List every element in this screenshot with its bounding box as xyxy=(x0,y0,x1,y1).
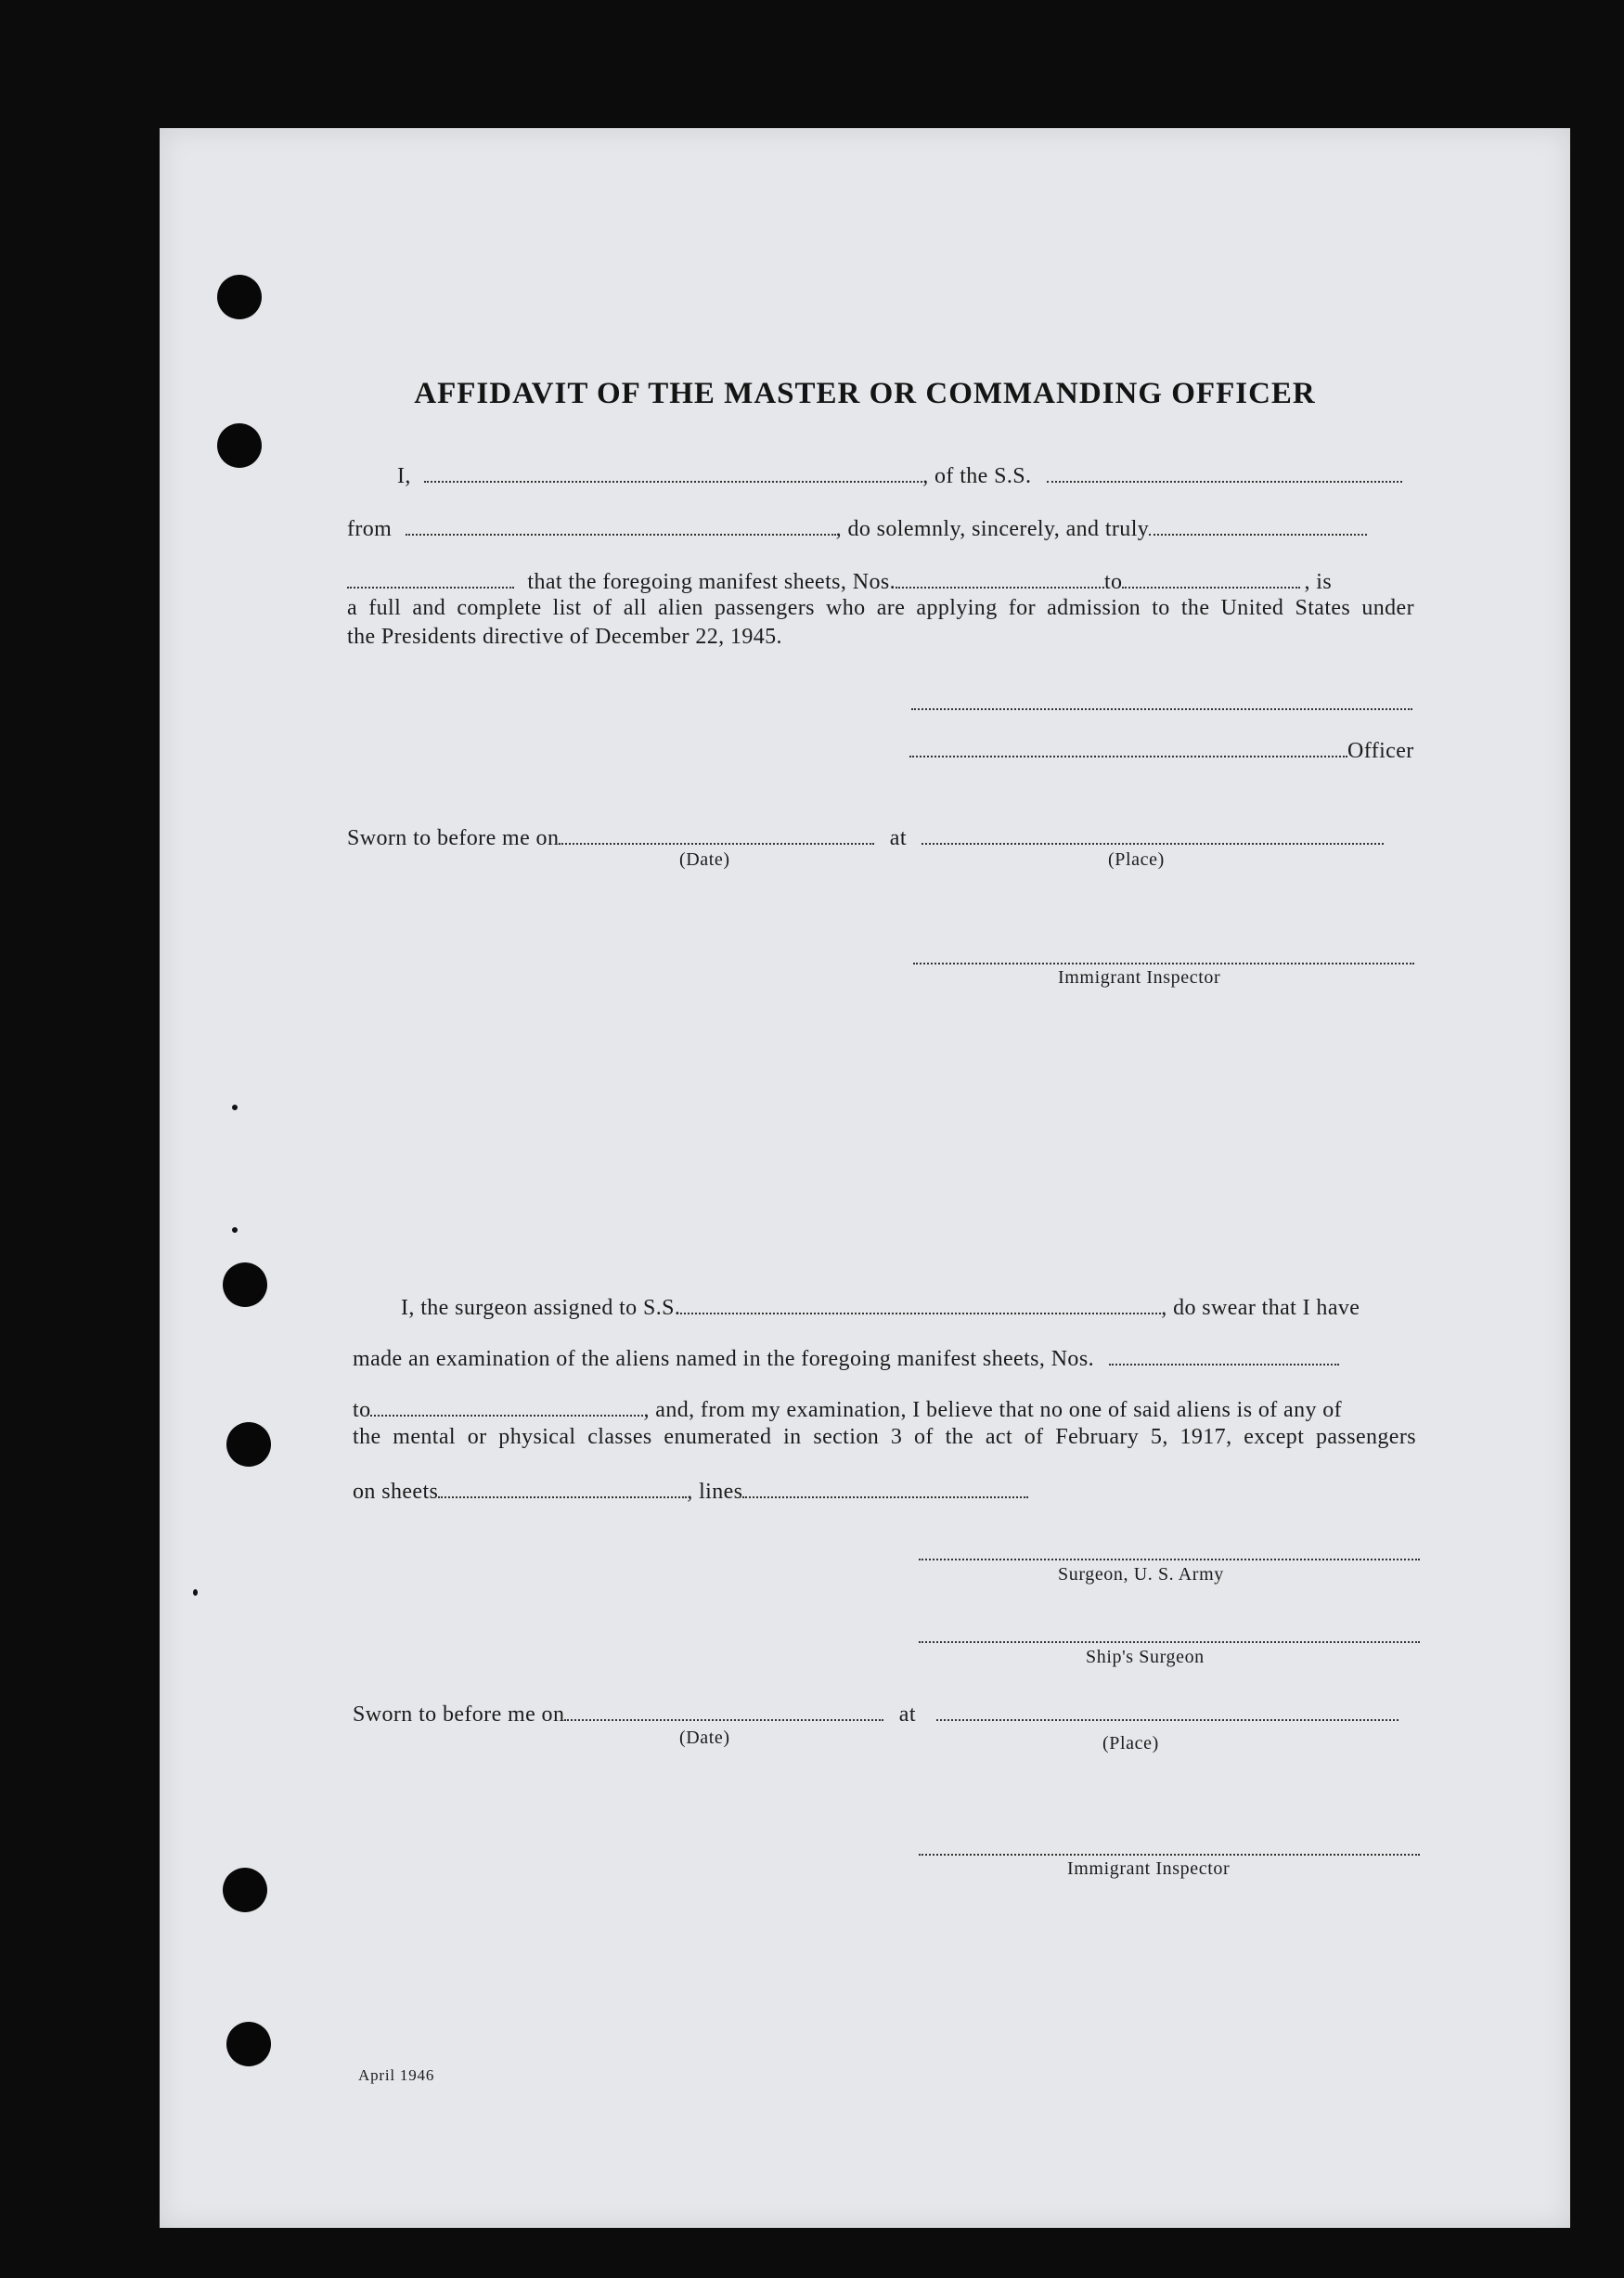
sheet-no-to-field[interactable] xyxy=(1122,566,1300,589)
surgeon-ship-field[interactable] xyxy=(680,1292,1161,1314)
form-title: AFFIDAVIT OF THE MASTER OR COMMANDING OFFICER xyxy=(414,377,1316,410)
text-to: to xyxy=(1103,570,1123,594)
surgeon-sheet-no-field[interactable] xyxy=(1109,1343,1339,1366)
surgeon-line-4 xyxy=(353,1423,1416,1452)
surgeon-line-1 xyxy=(401,1292,1360,1322)
paragraph-line-1: a full and complete list of all alien passengers who are applying for admission to the United States under xyxy=(347,596,1414,620)
surgeon-sworn-place-field[interactable] xyxy=(936,1699,1398,1721)
ship-surgeon-caption: Ship's Surgeon xyxy=(1086,1647,1205,1667)
speck xyxy=(232,1105,238,1110)
except-lines-field[interactable] xyxy=(742,1476,1028,1498)
master-paragraph xyxy=(347,594,1414,652)
paragraph-line-2: the Presidents directive of December 22, 1945. xyxy=(347,625,782,649)
text-lines: , lines xyxy=(687,1480,743,1504)
binder-hole xyxy=(217,423,262,468)
text-mental-physical: the mental or physical classes enumerated in section 3 of the act of February 5, 1917, except passengers xyxy=(353,1425,1416,1449)
binder-hole xyxy=(223,1868,267,1912)
binder-hole xyxy=(217,275,262,319)
master-line-1 xyxy=(397,460,1402,490)
surgeon-sheet-to-field[interactable] xyxy=(370,1394,643,1417)
port-from-field[interactable] xyxy=(406,513,836,536)
oath-continued-field[interactable] xyxy=(347,566,514,589)
text-i: I, xyxy=(397,464,411,488)
binder-hole xyxy=(223,1262,267,1307)
officer-label: Officer xyxy=(1347,739,1414,763)
speck xyxy=(232,1227,238,1233)
master-line-2 xyxy=(347,513,1367,543)
inspector-signature-line[interactable] xyxy=(913,963,1414,964)
text-surgeon-to: to xyxy=(353,1398,371,1422)
officer-title-line xyxy=(909,735,1414,765)
master-sworn-line xyxy=(347,822,1384,852)
form-sheet xyxy=(160,128,1570,2228)
sheet-no-from-field[interactable] xyxy=(896,566,1104,589)
master-name-field[interactable] xyxy=(424,460,922,483)
army-surgeon-caption: Surgeon, U. S. Army xyxy=(1058,1564,1224,1585)
officer-signature-line[interactable] xyxy=(911,708,1412,710)
surgeon-inspector-caption: Immigrant Inspector xyxy=(1067,1858,1231,1879)
surgeon-sworn-label: Sworn to before me on xyxy=(353,1702,565,1727)
binder-hole xyxy=(226,1422,271,1467)
surgeon-date-caption: (Date) xyxy=(679,1728,730,1748)
sworn-label: Sworn to before me on xyxy=(347,826,560,850)
at-label: at xyxy=(889,826,907,850)
surgeon-line-3 xyxy=(353,1394,1342,1424)
sworn-place-field[interactable] xyxy=(922,822,1384,845)
text-surgeon-assigned: I, the surgeon assigned to S.S. xyxy=(401,1296,681,1320)
surgeon-sworn-line xyxy=(353,1699,1398,1728)
inspector-caption: Immigrant Inspector xyxy=(1058,967,1221,988)
date-caption: (Date) xyxy=(679,849,730,870)
except-sheets-field[interactable] xyxy=(438,1476,687,1498)
officer-title-field[interactable] xyxy=(909,735,1347,757)
text-solemnly: , do solemnly, sincerely, and truly xyxy=(835,517,1150,541)
text-is: , is xyxy=(1304,570,1333,594)
surgeon-at-label: at xyxy=(898,1702,916,1727)
master-line-3 xyxy=(347,566,1332,596)
oath-field[interactable] xyxy=(1149,513,1367,536)
surgeon-sworn-date-field[interactable] xyxy=(564,1699,883,1721)
text-from-examination: , and, from my examination, I believe that no one of said aliens is of any of xyxy=(643,1398,1343,1422)
text-on-sheets: on sheets xyxy=(353,1480,439,1504)
surgeon-inspector-signature-line[interactable] xyxy=(919,1854,1420,1856)
binder-hole xyxy=(226,2022,271,2066)
text-of-ss: , of the S.S. xyxy=(922,464,1032,488)
text-examination: made an examination of the aliens named in the foregoing manifest sheets, Nos. xyxy=(353,1347,1094,1371)
surgeon-line-2 xyxy=(353,1343,1339,1373)
ship-surgeon-signature-line[interactable] xyxy=(919,1641,1420,1643)
surgeon-place-caption: (Place) xyxy=(1102,1733,1159,1754)
speck xyxy=(193,1589,198,1596)
ship-name-field[interactable] xyxy=(1047,460,1402,483)
army-surgeon-signature-line[interactable] xyxy=(919,1559,1420,1560)
place-caption: (Place) xyxy=(1108,849,1165,870)
surgeon-line-5 xyxy=(353,1476,1028,1506)
text-manifest-sheets: that the foregoing manifest sheets, Nos. xyxy=(527,570,896,594)
form-date: April 1946 xyxy=(358,2066,435,2084)
text-do-swear: , do swear that I have xyxy=(1161,1296,1360,1320)
text-from: from xyxy=(347,517,393,541)
sworn-date-field[interactable] xyxy=(559,822,874,845)
